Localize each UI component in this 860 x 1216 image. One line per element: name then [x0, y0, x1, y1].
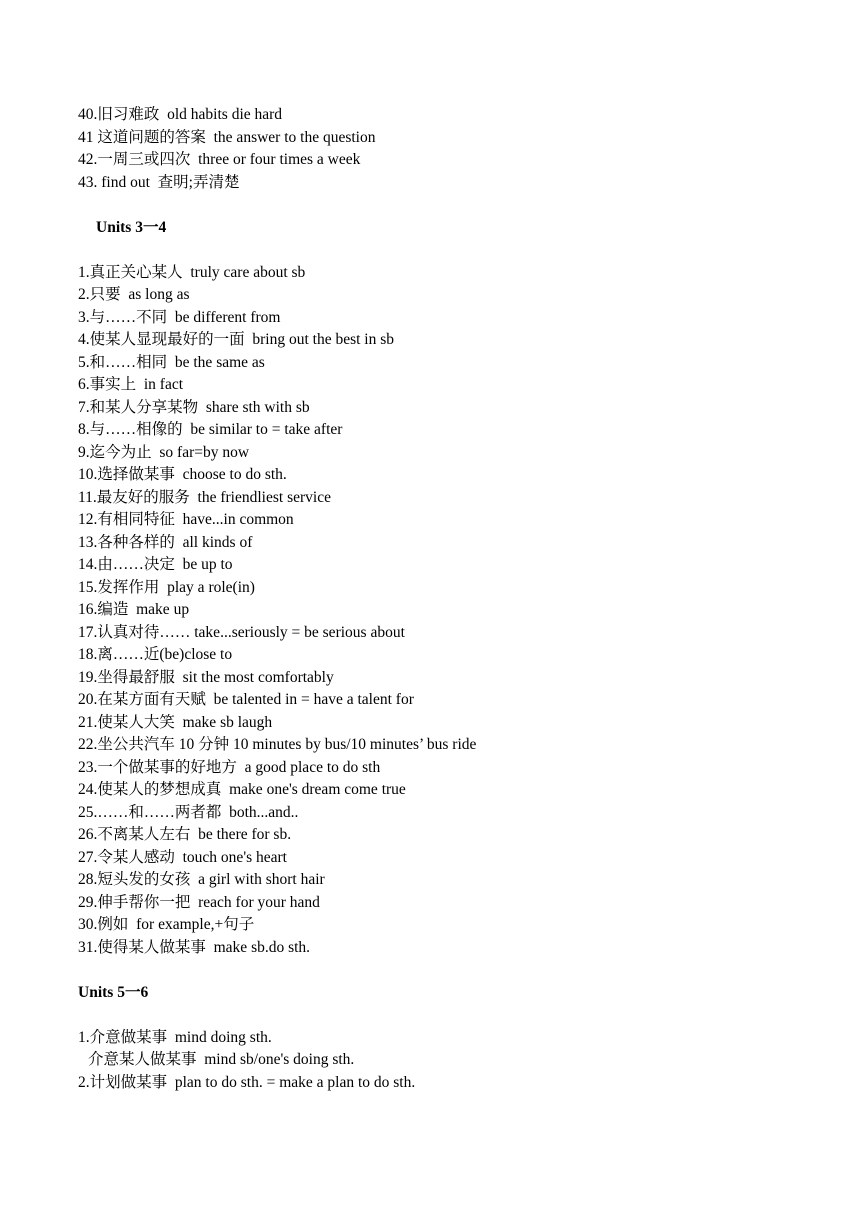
list-item: 27.令某人感动 touch one's heart	[78, 848, 287, 866]
list-item: 4.使某人显现最好的一面 bring out the best in sb	[78, 331, 395, 348]
list-item: 13.各种各样的 all kinds of	[78, 533, 253, 551]
spacer	[78, 194, 838, 217]
list-item: 8.与……相像的 be similar to = take after	[78, 421, 343, 438]
list-item: 12.有相同特征 have...in common	[78, 511, 294, 528]
list-item: 18.离……近(be)close to	[78, 646, 233, 663]
list-item: 2.计划做某事 plan to do sth. = make a plan to do sth.	[78, 1073, 416, 1091]
list-item: 25.……和……两者都 both...and..	[78, 803, 299, 821]
list-item: 17.认真对待…… take...seriously = be serious about	[78, 623, 405, 641]
document-page	[78, 104, 838, 1094]
list-item: 40.旧习难政 old habits die hard	[78, 106, 283, 123]
list-item: 20.在某方面有天赋 be talented in = have a talent for	[78, 691, 414, 708]
list-item: 2.只要 as long as	[78, 286, 190, 303]
list-item: 41 这道问题的答案 the answer to the question	[78, 128, 376, 146]
list-item: 23.一个做某事的好地方 a good place to do sth	[78, 758, 381, 776]
list-item: 24.使某人的梦想成真 make one's dream come true	[78, 781, 406, 798]
list-item: 30.例如 for example,+句子	[78, 916, 255, 933]
list-item: 介意某人做某事 mind sb/one's doing sth.	[88, 1051, 355, 1068]
phrase-list-top	[78, 104, 838, 194]
list-item: 3.与……不同 be different from	[78, 308, 281, 326]
list-item: 1.介意做某事 mind doing sth.	[78, 1028, 272, 1046]
list-item: 26.不离某人左右 be there for sb.	[78, 826, 292, 843]
list-item: 9.迄今为止 so far=by now	[78, 443, 250, 461]
phrase-list-units-3-4	[78, 262, 838, 960]
list-item: 29.伸手帮你一把 reach for your hand	[78, 893, 320, 911]
spacer	[78, 1004, 838, 1027]
spacer	[78, 239, 838, 262]
list-item: 31.使得某人做某事 make sb.do sth.	[78, 938, 311, 956]
list-item: 7.和某人分享某物 share sth with sb	[78, 398, 310, 416]
section-heading-units-5-6: Units 5一6	[78, 983, 149, 1001]
list-item: 42.一周三或四次 three or four times a week	[78, 151, 361, 168]
list-item: 28.短头发的女孩 a girl with short hair	[78, 871, 325, 888]
list-item: 15.发挥作用 play a role(in)	[78, 578, 255, 596]
list-item: 19.坐得最舒服 sit the most comfortably	[78, 668, 334, 686]
phrase-list-units-5-6	[78, 1027, 838, 1095]
list-item: 1.真正关心某人 truly care about sb	[78, 263, 306, 281]
list-item: 21.使某人大笑 make sb laugh	[78, 713, 273, 731]
list-item: 10.选择做某事 choose to do sth.	[78, 466, 287, 483]
list-item: 22.坐公共汽车 10 分钟 10 minutes by bus/10 minutes’ bus ride	[78, 736, 477, 753]
list-item: 43. find out 查明;弄清楚	[78, 173, 240, 191]
list-item: 6.事实上 in fact	[78, 376, 184, 393]
list-item: 16.编造 make up	[78, 601, 190, 618]
list-item: 11.最友好的服务 the friendliest service	[78, 488, 331, 506]
list-item: 5.和……相同 be the same as	[78, 353, 265, 371]
spacer	[78, 959, 838, 982]
section-heading-units-3-4: Units 3一4	[96, 218, 167, 236]
list-item: 14.由……决定 be up to	[78, 556, 233, 573]
